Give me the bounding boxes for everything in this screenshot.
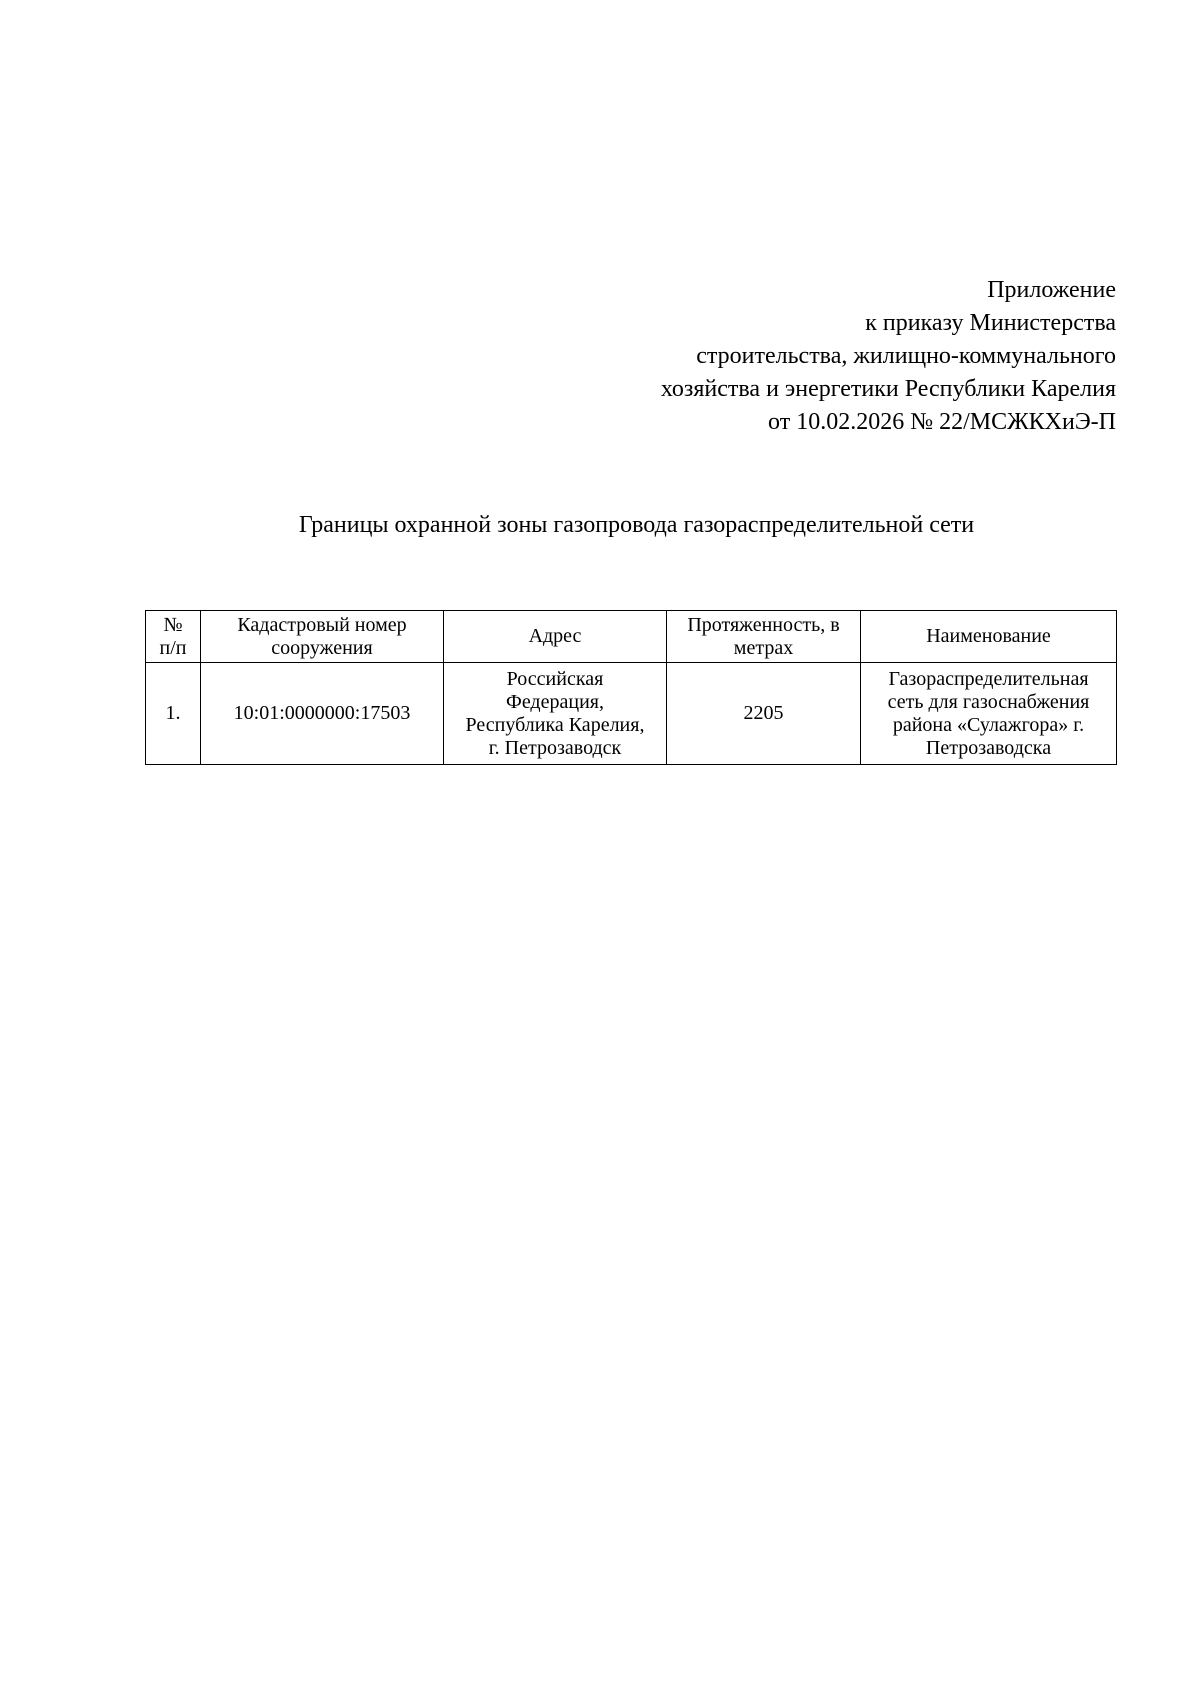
order-date-number: от 10.02.2026 № 22/МСЖКХиЭ-П <box>768 409 1116 435</box>
cell-name: Газораспределительная сеть для газоснабжения района «Сулажгора» г. Петрозаводска <box>861 663 1117 765</box>
cell-length: 2205 <box>667 663 861 765</box>
column-header-length: Протяженность, в метрах <box>667 611 861 663</box>
cell-number: 1. <box>146 663 201 765</box>
appendix-header <box>556 274 1116 439</box>
cell-address: Российская Федерация, Республика Карелия, г. Петрозаводск <box>444 663 667 765</box>
protection-zone-table <box>145 610 1117 765</box>
protection-zone-table-container <box>145 610 1116 765</box>
table-row <box>146 663 1117 765</box>
ministry-name-line-1: строительства, жилищно-коммунального <box>696 343 1116 369</box>
ministry-name-line-2: хозяйства и энергетики Республики Карелия <box>660 376 1116 402</box>
table-header-row <box>146 611 1117 663</box>
column-header-number: № п/п <box>146 611 201 663</box>
order-reference-line: к приказу Министерства <box>865 310 1116 336</box>
cell-cadastral-number: 10:01:0000000:17503 <box>201 663 444 765</box>
appendix-label: Приложение <box>987 277 1116 303</box>
column-header-cadastral-number: Кадастровый номер сооружения <box>201 611 444 663</box>
column-header-name: Наименование <box>861 611 1117 663</box>
column-header-address: Адрес <box>444 611 667 663</box>
document-title: Границы охранной зоны газопровода газораспределительной сети <box>298 512 975 538</box>
